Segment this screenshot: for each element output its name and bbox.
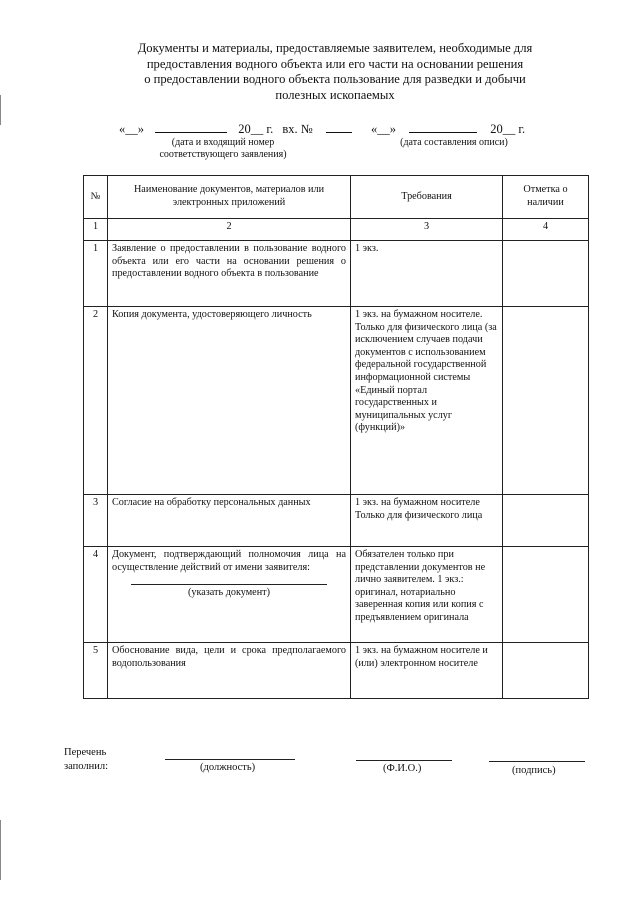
table-row <box>84 241 589 307</box>
presence-mark-cell[interactable] <box>503 643 589 699</box>
document-name: Согласие на обработку персональных данных <box>108 495 351 547</box>
filled-by-label-line: Перечень <box>64 747 107 758</box>
column-number: 1 <box>84 219 108 241</box>
column-number: 3 <box>351 219 503 241</box>
header-mark: Отметка о наличии <box>503 176 589 219</box>
column-number-row <box>84 219 589 241</box>
document-requirement: Обязателен только при представлении документов не лично заявителем. 1 экз.: оригинал, нотариально заверенная копия или копия с предъявлением оригинала <box>351 547 503 643</box>
document-requirement: 1 экз. <box>351 241 503 307</box>
header-number: № <box>84 176 108 219</box>
full-name-caption: (Ф.И.О.) <box>383 763 422 774</box>
position-caption: (должность) <box>200 762 256 773</box>
scan-edge-mark <box>0 95 1 125</box>
registration-line <box>119 122 525 137</box>
left-date-blank[interactable] <box>155 122 227 133</box>
document-title <box>95 41 575 103</box>
title-line: о предоставлении водного объекта пользование для разведки и добычи <box>144 72 526 86</box>
left-caption-line: соответствующего заявления) <box>159 149 287 160</box>
presence-mark-cell[interactable] <box>503 307 589 495</box>
document-requirement: 1 экз. на бумажном носителе и (или) электронном носителе <box>351 643 503 699</box>
document-name: Копия документа, удостоверяющего личность <box>108 307 351 495</box>
column-number: 4 <box>503 219 589 241</box>
title-line: Документы и материалы, предоставляемые заявителем, необходимые для <box>137 41 533 55</box>
position-blank[interactable] <box>165 759 295 760</box>
left-year: 20__ г. <box>238 122 274 136</box>
row-number: 4 <box>84 547 108 643</box>
right-date-quote: «__» <box>370 122 396 136</box>
incoming-number-blank[interactable] <box>326 122 352 133</box>
header-name: Наименование документов, материалов или электронных приложений <box>108 176 351 219</box>
presence-mark-cell[interactable] <box>503 241 589 307</box>
right-caption: (дата составления описи) <box>400 137 508 148</box>
filled-by-label <box>64 746 108 774</box>
indicate-document-caption: (указать документ) <box>187 587 271 599</box>
header-requirements: Требования <box>351 176 503 219</box>
table-header-row <box>84 176 589 219</box>
row-number: 2 <box>84 307 108 495</box>
document-requirement: 1 экз. на бумажном носителе. Только для физического лица (за исключением случаев подачи документов с использованием федеральной государственной информационной системы «Единый портал государственных и муниципальных услуг (функций)» <box>351 307 503 495</box>
table-row <box>84 547 589 643</box>
scan-edge-mark <box>0 820 1 880</box>
document-name: Заявление о предоставлении в пользование водного объекта или его части на основании решения о предоставлении водного объекта в пользование <box>108 241 351 307</box>
table-row <box>84 495 589 547</box>
document-name: Документ, подтверждающий полномочия лица на осуществление действий от имени заявителя: <box>112 549 346 573</box>
full-name-blank[interactable] <box>356 760 452 761</box>
document-name-cell <box>108 547 351 643</box>
documents-table <box>83 175 589 699</box>
right-year: 20__ г. <box>490 122 526 136</box>
title-line: полезных ископаемых <box>275 87 395 102</box>
title-line: предоставления водного объекта или его части на основании решения <box>146 56 524 71</box>
presence-mark-cell[interactable] <box>503 547 589 643</box>
filled-by-label-line: заполнил: <box>64 761 109 772</box>
row-number: 3 <box>84 495 108 547</box>
right-date-blank[interactable] <box>409 122 477 133</box>
signature-blank[interactable] <box>489 761 585 762</box>
table-row <box>84 643 589 699</box>
left-date-quote: «__» <box>119 122 144 136</box>
left-caption-line: (дата и входящий номер <box>171 137 275 148</box>
table-row <box>84 307 589 495</box>
incoming-number-label: вх. № <box>282 122 313 136</box>
signature-caption: (подпись) <box>512 765 556 776</box>
document-requirement: 1 экз. на бумажном носителе Только для физического лица <box>351 495 503 547</box>
row-number: 5 <box>84 643 108 699</box>
indicate-document-blank[interactable] <box>131 582 327 585</box>
column-number: 2 <box>108 219 351 241</box>
left-caption <box>138 137 308 161</box>
presence-mark-cell[interactable] <box>503 495 589 547</box>
document-name: Обоснование вида, цели и срока предполагаемого водопользования <box>108 643 351 699</box>
row-number: 1 <box>84 241 108 307</box>
